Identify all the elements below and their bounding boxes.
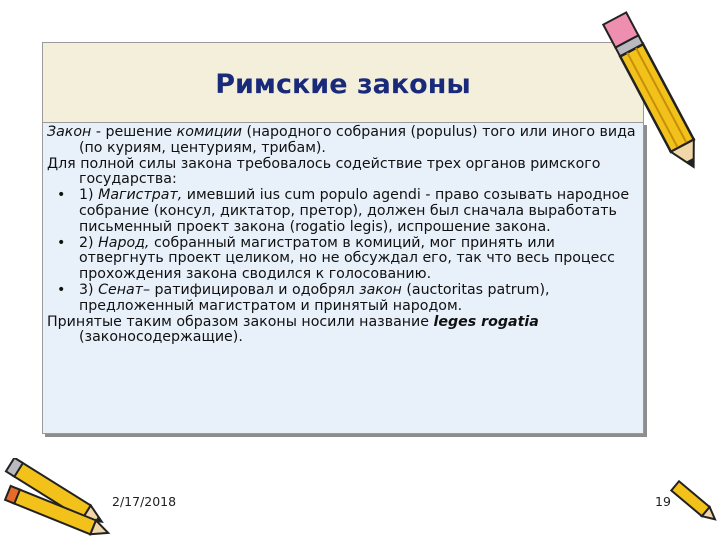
footer-date: 2/17/2018 xyxy=(112,494,177,509)
content-text xyxy=(47,125,642,346)
paragraph-conclusion xyxy=(47,315,642,347)
text-fragment: имевший ius cum populo agendi - право созывать народное собрание (консул, диктатор, претор), должен был сначала выработать письменный проект закона (rogatio legis), испрошение закона. xyxy=(79,187,630,235)
text-fragment: – ратифицировал и одобрял xyxy=(142,281,360,298)
bullet-icon: • xyxy=(57,281,66,298)
pencil-icon xyxy=(600,0,710,175)
text-fragment: Принятые таким образом законы носили название xyxy=(47,313,434,330)
term-people: Народ, xyxy=(98,234,150,251)
paragraph-definition xyxy=(47,125,642,157)
term-comitia: комиции xyxy=(176,124,242,140)
term-magistrate: Магистрат, xyxy=(98,187,183,204)
item-number: 1) xyxy=(79,187,99,204)
title-panel xyxy=(42,42,644,126)
pencils-icon xyxy=(0,458,120,538)
bullet-icon: • xyxy=(57,234,66,251)
term-leges-rogatia: leges rogatia xyxy=(433,313,539,330)
term-senate: Сенат xyxy=(98,281,143,298)
list-item-people xyxy=(47,236,642,283)
content-panel xyxy=(42,122,644,434)
slide-title: Римские законы xyxy=(215,69,471,100)
term-law-2: закон xyxy=(359,281,402,298)
text-fragment: (auctoritas patrum), предложенный магистратом и принятый народом. xyxy=(79,281,550,314)
bullet-icon: • xyxy=(57,187,66,204)
paragraph-intro: Для полной силы закона требовалось содействие трех органов римского государства: xyxy=(47,155,601,188)
text-fragment: собранный магистратом в комиций, мог принять или отвергнуть проект целиком, но не обсуждал его, так что весь процесс прохождения закона сводился к голосованию. xyxy=(79,234,615,283)
term-law: Закон xyxy=(47,124,92,140)
item-number: 3) xyxy=(79,281,99,298)
list-item-magistrate xyxy=(47,188,642,235)
text-fragment: (законосодержащие). xyxy=(79,329,243,346)
page-number: 19 xyxy=(655,494,671,509)
text-fragment: (народного собрания (populus) того или иного вида (по куриям, центуриям, трибам). xyxy=(79,124,636,156)
item-number: 2) xyxy=(79,234,99,251)
text-fragment: - решение xyxy=(91,124,177,140)
list-item-senate xyxy=(47,283,642,315)
